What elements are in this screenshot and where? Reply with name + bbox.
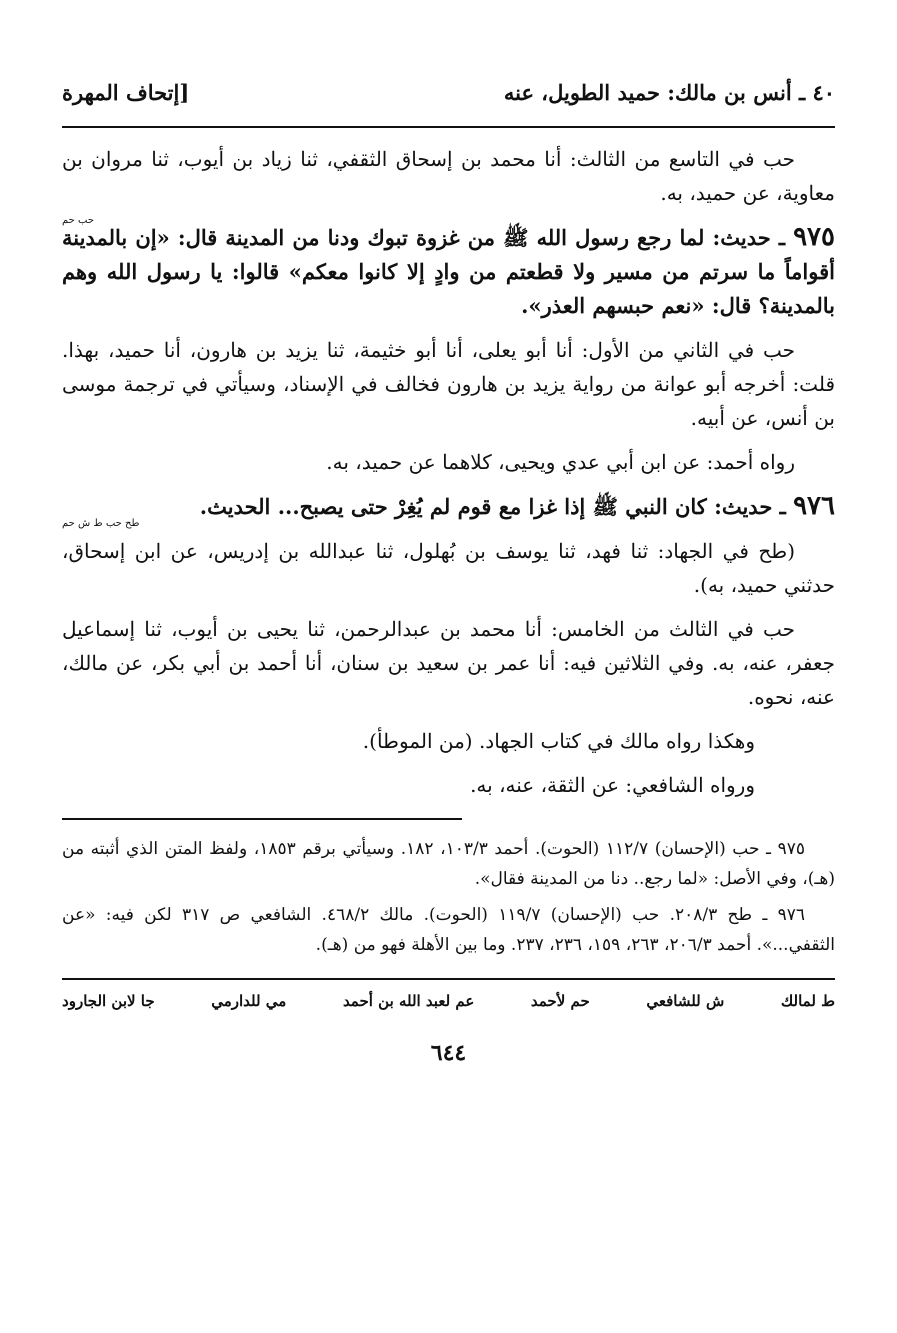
legend-item: مي للدارمي — [211, 992, 287, 1010]
hadith-sources-symbols: طح حب ط ش حم — [62, 518, 140, 529]
footnote-separator — [62, 818, 462, 820]
hadith-text: ـ حديث: لما رجع رسول الله ﷺ من غزوة تبوك ودنا من المدينة قال: «إن بالمدينة أقواماً ما سرتم من مسير ولا قطعتم من وادٍ إلا كانوا معكم» قالوا: يا رسول الله وهم بالمدينة؟ قال: «نعم حبسهم العذر». — [62, 225, 835, 318]
legend-item: جا لابن الجارود — [62, 992, 155, 1010]
main-text — [62, 142, 835, 802]
legend-item: حم لأحمد — [530, 992, 590, 1010]
legend-item: عم لعبد الله بن أحمد — [342, 992, 475, 1010]
paragraph: (طح في الجهاد: ثنا فهد، ثنا يوسف بن بُهلول، ثنا عبدالله بن إدريس، عن ابن إسحاق، حدثني حميد، به). — [62, 539, 835, 597]
legend-rule — [62, 978, 835, 980]
page — [62, 80, 835, 1333]
header-chapter-title: ٤٠ ـ أنس بن مالك: حميد الطويل، عنه — [503, 80, 835, 105]
paragraph: حب في التاسع من الثالث: أنا محمد بن إسحاق الثقفي، ثنا زياد بن أيوب، ثنا مروان بن معاوية، عن حميد، به. — [62, 147, 835, 205]
paragraph: حب في الثالث من الخامس: أنا محمد بن عبدالرحمن، ثنا يحيى بن أيوب، ثنا إسماعيل جعفر، عنه، به. وفي الثلاثين فيه: أنا عمر بن سعيد بن سنان، أنا أحمد بن أبي بكر، عن مالك، عنه، نحوه. — [62, 617, 835, 709]
legend-item: ش للشافعي — [646, 992, 725, 1010]
footnote-976: ٩٧٦ ـ طح ٢٠٨/٣. حب (الإحسان) ١١٩/٧ (الحوت). مالك ٤٦٨/٢. الشافعي ص ٣١٧ لكن فيه: «عن الثقفي...». أحمد ٢٠٦/٣، ٢٦٣، ١٥٩، ٢٣٦، ٢٣٧. وما بين الأهلة فهو من (هـ). — [62, 905, 835, 955]
header-rule — [62, 126, 835, 128]
hadith-sources-symbols: حب حم — [62, 215, 95, 226]
paragraph: وهكذا رواه مالك في كتاب الجهاد. (من الموطأ). — [362, 729, 755, 753]
hadith-text: ـ حديث: كان النبي ﷺ إذا غزا مع قوم لم يُغِرْ حتى يصبح... الحديث. — [199, 494, 786, 519]
legend-item: ط لمالك — [780, 992, 835, 1010]
paragraph: رواه أحمد: عن ابن أبي عدي ويحيى، كلاهما عن حميد، به. — [326, 450, 795, 474]
page-number: ٦٤٤ — [430, 1040, 467, 1066]
footnote-975: ٩٧٥ ـ حب (الإحسان) ١١٢/٧ (الحوت). أحمد ١٠٣/٣، ١٨٢. وسيأتي برقم ١٨٥٣، ولفظ المتن الذي أثبته من (هـ)، وفي الأصل: «لما رجع.. دنا من المدينة فقال». — [62, 839, 835, 889]
hadith-number: ٩٧٦ — [793, 491, 835, 521]
header-book-title: [إتحاف المهرة — [62, 80, 190, 105]
hadith-number: ٩٧٥ — [793, 222, 835, 252]
paragraph: ورواه الشافعي: عن الثقة، عنه، به. — [470, 773, 755, 797]
hadith-975 — [62, 215, 835, 323]
symbols-legend — [62, 992, 835, 1010]
running-header — [62, 80, 835, 116]
paragraph: حب في الثاني من الأول: أنا أبو يعلى، أنا أبو خثيمة، ثنا يزيد بن هارون، أنا حميد، بهذا. قلت: أخرجه أبو عوانة من رواية يزيد بن هارون فخالف في الإسناد، وسيأتي في ترجمة موسى بن أنس، عن أبيه. — [62, 338, 836, 430]
hadith-976 — [62, 489, 835, 529]
footnotes — [62, 834, 835, 960]
